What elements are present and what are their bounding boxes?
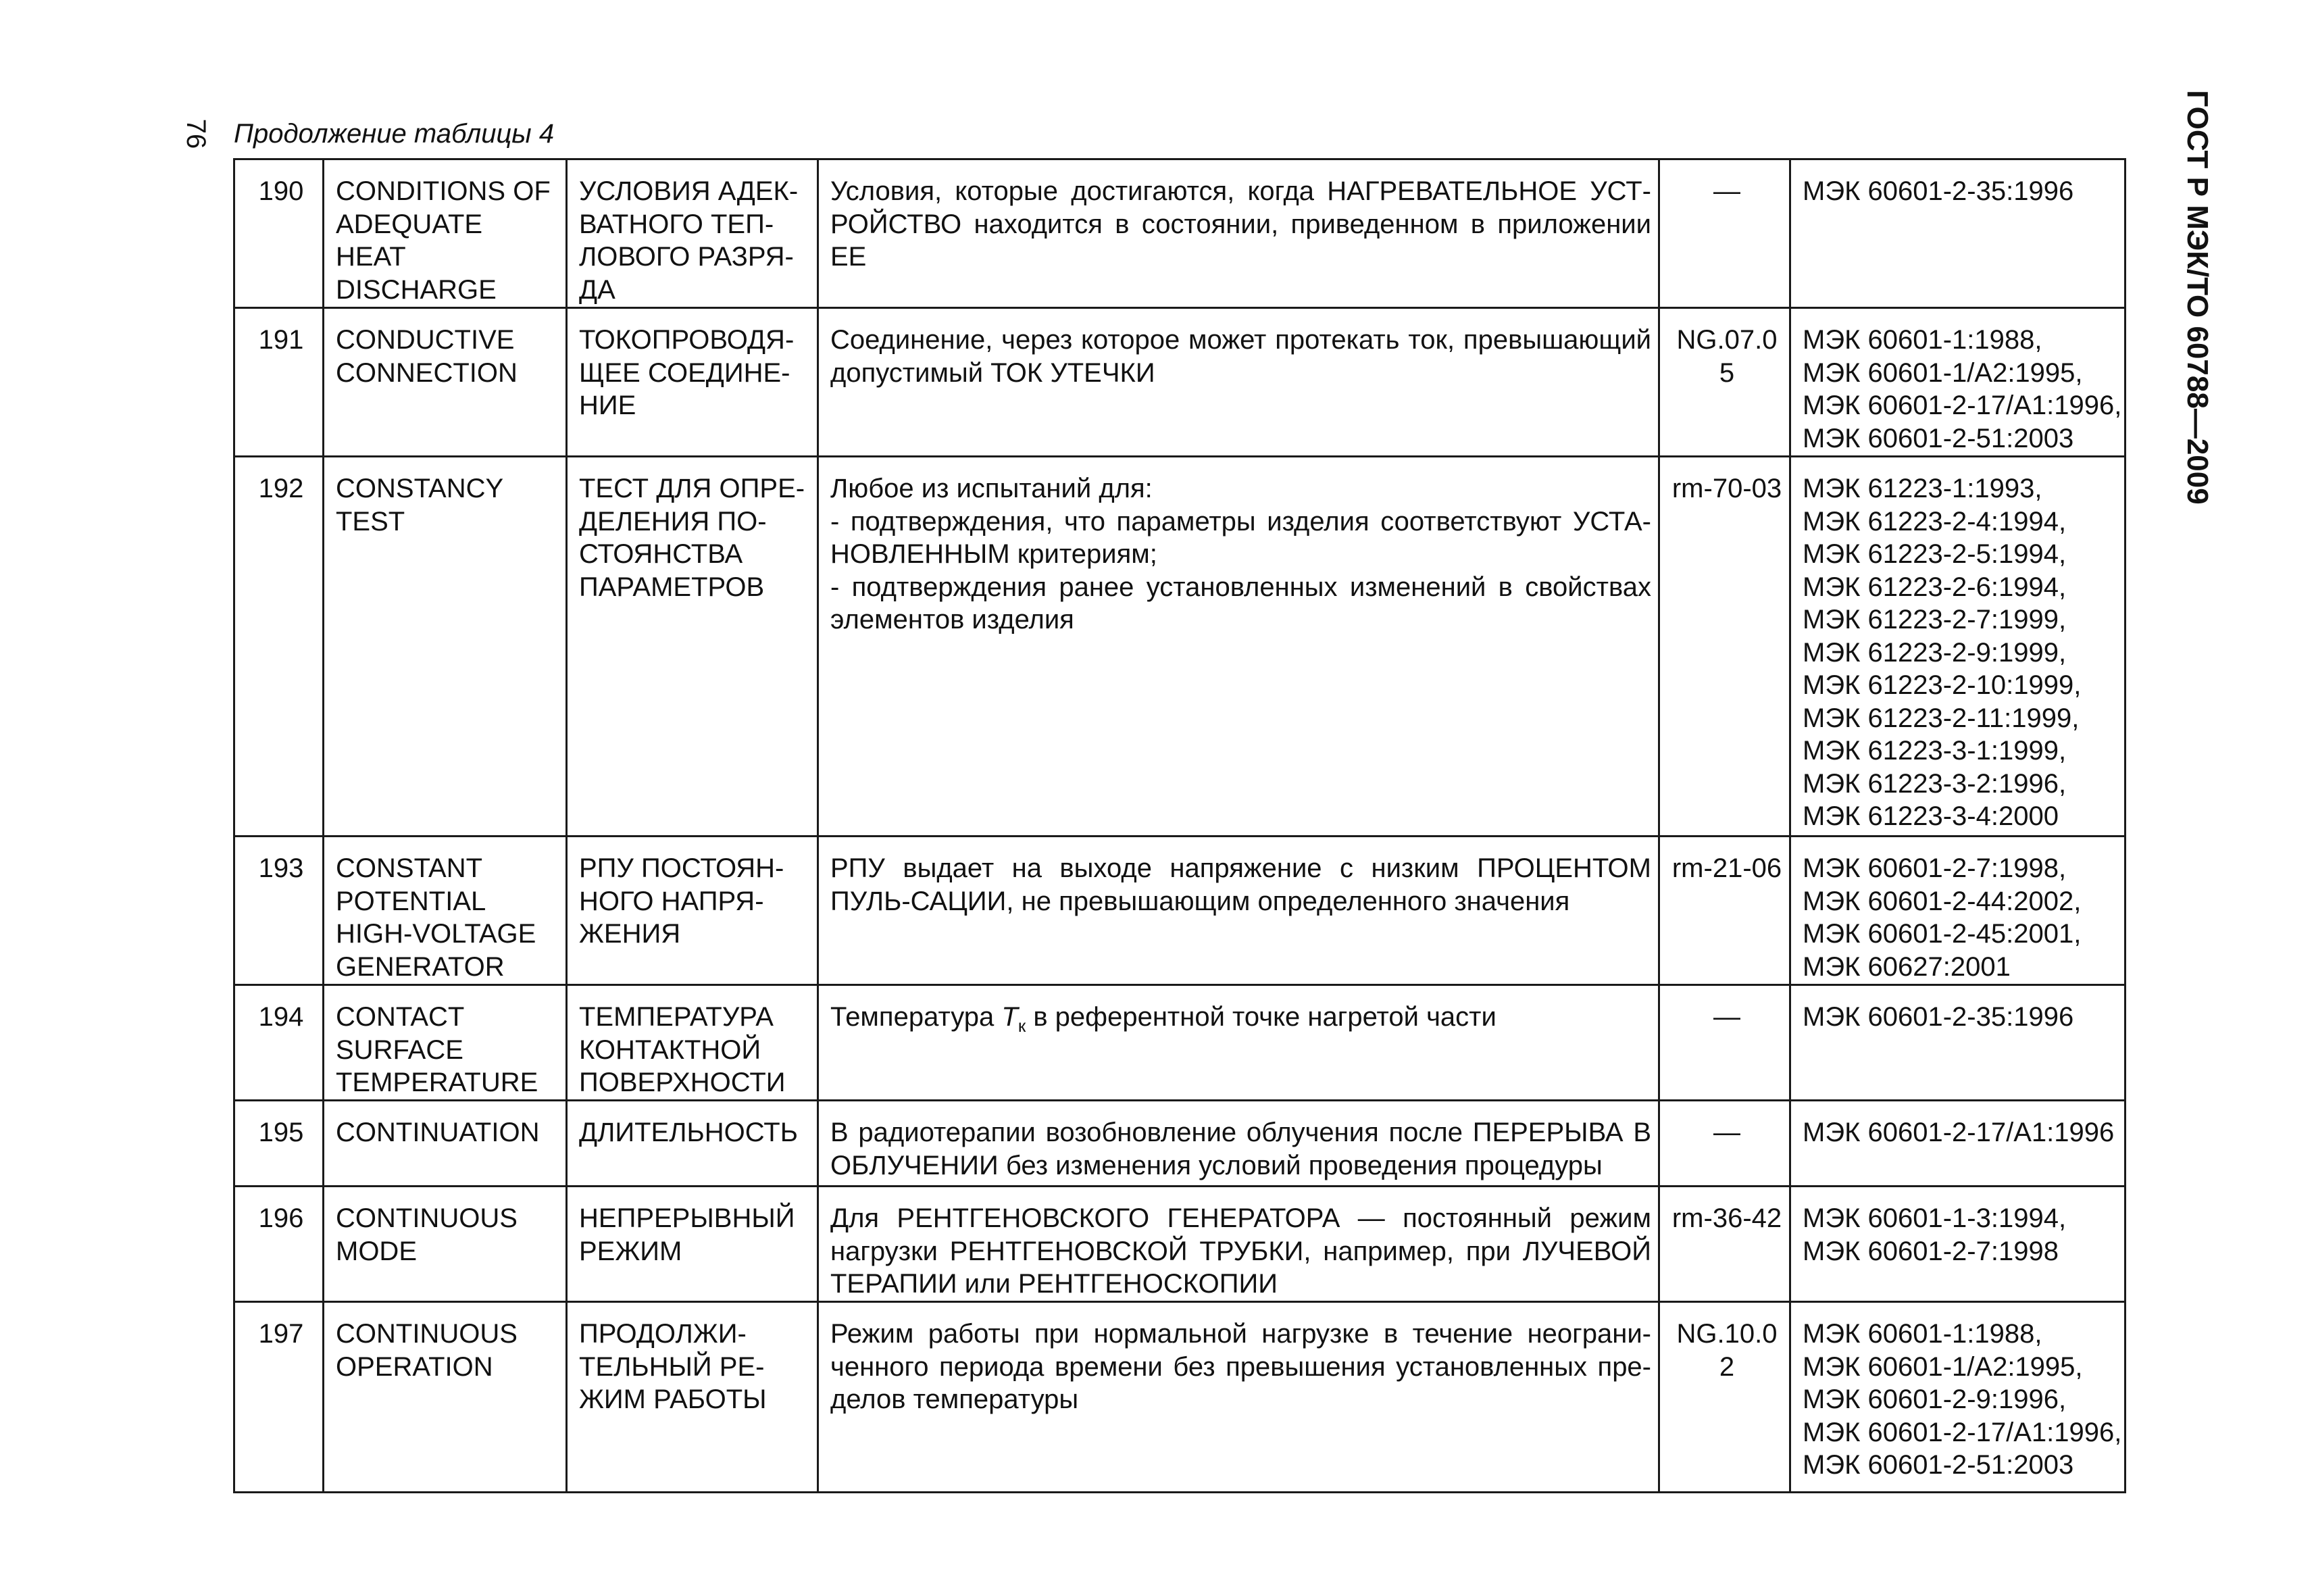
source-standard-reference: МЭК 61223-2-6:1994, <box>1803 572 2067 602</box>
term-number: 190 <box>258 176 304 206</box>
russian-term-line: НИЕ <box>579 391 636 420</box>
term-code: — <box>1713 1118 1740 1147</box>
term-number: 195 <box>258 1118 304 1147</box>
russian-term-line: ТЕЛЬНЫЙ РЕ- <box>579 1351 765 1382</box>
russian-term-cell <box>567 308 818 457</box>
source-standard-reference: МЭК 61223-3-4:2000 <box>1803 801 2059 831</box>
english-term-cell <box>324 985 567 1101</box>
definition-paragraph: Соединение, через которое может протекать ток, превышающий допустимый ТОК УТЕЧКИ <box>830 325 1651 388</box>
source-standard-reference: МЭК 61223-2-11:1999, <box>1803 703 2080 733</box>
english-term-line: CONSTANT <box>336 853 483 883</box>
term-code: — <box>1713 1002 1740 1032</box>
english-term-line: CONTINUATION <box>336 1118 540 1147</box>
definition-cell <box>818 985 1659 1101</box>
definition-cell <box>818 1101 1659 1187</box>
term-code: NG.10.02 <box>1676 1319 1778 1382</box>
russian-term-cell <box>567 985 818 1101</box>
source-standards-cell <box>1790 1187 2126 1302</box>
definition-paragraph: - подтверждения ранее установленных изменений в свойствах элементов изделия <box>830 572 1651 634</box>
source-standard-reference: МЭК 60601-2-35:1996 <box>1803 176 2074 206</box>
terms-table <box>233 158 2126 1493</box>
english-term-line: MODE <box>336 1236 417 1266</box>
english-term-cell <box>324 1187 567 1302</box>
source-standards-cell <box>1790 159 2126 308</box>
russian-term-line: ЩЕЕ СОЕДИНЕ- <box>579 357 790 388</box>
source-standard-reference: МЭК 61223-3-2:1996, <box>1803 768 2067 799</box>
term-number: 191 <box>258 325 304 355</box>
table-row <box>234 457 2126 837</box>
definition-paragraph: Температура $T_к$ в референтной точке нагретой части <box>830 1002 1496 1036</box>
source-standard-reference: МЭК 60601-2-9:1996, <box>1803 1385 2067 1414</box>
english-term-line: CONSTANCY <box>336 474 504 503</box>
russian-term-line: НЕПРЕРЫВНЫЙ <box>579 1203 795 1233</box>
russian-term-cell <box>567 1187 818 1302</box>
definition-paragraph: Для РЕНТГЕНОВСКОГО ГЕНЕРАТОРА — постоянный режим нагрузки РЕНТГЕНОВСКОЙ ТРУБКИ, например, при ЛУЧЕВОЙ ТЕРАПИИ или РЕНТГЕНОСКОПИИ <box>830 1203 1651 1299</box>
russian-term-line: СТОЯНСТВА <box>579 539 743 569</box>
source-standard-reference: МЭК 60601-2-17/А1:1996, <box>1803 391 2122 420</box>
definition-paragraph: - подтверждения, что параметры изделия соответствуют УСТА-НОВЛЕННЫМ критериям; <box>830 506 1651 569</box>
term-number-cell <box>234 1187 324 1302</box>
source-standard-reference: МЭК 60601-1:1988, <box>1803 325 2042 355</box>
table-continuation-label: Продолжение таблицы 4 <box>234 119 555 149</box>
english-term-cell <box>324 159 567 308</box>
term-number: 192 <box>258 474 304 503</box>
source-standard-reference: МЭК 60601-2-51:2003 <box>1803 1450 2074 1480</box>
source-standard-reference: МЭК 60601-2-45:2001, <box>1803 919 2082 949</box>
term-code-cell <box>1659 1101 1790 1187</box>
russian-term-cell <box>567 1101 818 1187</box>
russian-term-cell <box>567 159 818 308</box>
russian-term-line: ВАТНОГО ТЕП- <box>579 209 774 239</box>
source-standard-reference: МЭК 61223-2-9:1999, <box>1803 637 2067 668</box>
term-number-cell <box>234 837 324 985</box>
term-code-cell <box>1659 837 1790 985</box>
russian-term-cell <box>567 837 818 985</box>
source-standard-reference: МЭК 60601-2-35:1996 <box>1803 1002 2074 1032</box>
source-standard-reference: МЭК 61223-3-1:1999, <box>1803 736 2067 766</box>
english-term-cell <box>324 1302 567 1493</box>
english-term-line: POTENTIAL <box>336 886 486 916</box>
english-term-line: DISCHARGE <box>336 274 497 305</box>
term-number: 197 <box>258 1319 304 1349</box>
terms-table-body <box>234 159 2126 1493</box>
english-term-cell <box>324 837 567 985</box>
source-standard-reference: МЭК 60601-2-7:1998, <box>1803 853 2067 883</box>
english-term-line: CONTINUOUS <box>336 1319 518 1349</box>
russian-term-line: ТЕМПЕРАТУРА <box>579 1002 774 1032</box>
source-standards-cell <box>1790 1101 2126 1187</box>
source-standards-cell <box>1790 985 2126 1101</box>
definition-paragraph: В радиотерапии возобновление облучения после ПЕРЕРЫВА В ОБЛУЧЕНИИ без изменения условий проведения процедуры <box>830 1118 1651 1180</box>
table-row <box>234 1101 2126 1187</box>
russian-term-line: ДА <box>579 274 615 305</box>
table-row <box>234 1302 2126 1493</box>
source-standard-reference: МЭК 60601-2-51:2003 <box>1803 423 2074 453</box>
term-number: 196 <box>258 1203 304 1233</box>
source-standard-reference: МЭК 60601-2-7:1998 <box>1803 1236 2059 1266</box>
definition-cell <box>818 159 1659 308</box>
term-number-cell <box>234 457 324 837</box>
source-standard-reference: МЭК 60601-2-44:2002, <box>1803 886 2082 916</box>
term-code: rm-36-42 <box>1671 1203 1782 1233</box>
english-term-cell <box>324 308 567 457</box>
term-code: rm-70-03 <box>1671 474 1782 503</box>
source-standard-reference: МЭК 60627:2001 <box>1803 951 2011 982</box>
source-standards-cell <box>1790 457 2126 837</box>
english-term-line: ADEQUATE <box>336 209 483 239</box>
english-term-line: HIGH-VOLTAGE <box>336 919 536 949</box>
term-number-cell <box>234 1101 324 1187</box>
russian-term-cell <box>567 457 818 837</box>
source-standard-reference: МЭК 61223-2-4:1994, <box>1803 506 2067 537</box>
english-term-line: CONNECTION <box>336 357 518 388</box>
english-term-line: TEMPERATURE <box>336 1068 538 1097</box>
term-number-cell <box>234 985 324 1101</box>
definition-paragraph: РПУ выдает на выходе напряжение с низким ПРОЦЕНТОМ ПУЛЬ-САЦИИ, не превышающим определенного значения <box>830 853 1651 916</box>
source-standards-cell <box>1790 1302 2126 1493</box>
source-standard-reference: МЭК 61223-2-7:1999, <box>1803 605 2067 634</box>
english-term-cell <box>324 1101 567 1187</box>
english-term-line: TEST <box>336 506 405 537</box>
source-standard-reference: МЭК 60601-1-3:1994, <box>1803 1203 2067 1233</box>
term-code: NG.07.05 <box>1676 325 1778 388</box>
source-standard-reference: МЭК 60601-1/А2:1995, <box>1803 357 2083 388</box>
source-standard-reference: МЭК 61223-1:1993, <box>1803 474 2042 503</box>
source-standard-reference: МЭК 60601-2-17/А1:1996, <box>1803 1417 2122 1447</box>
term-code-cell <box>1659 159 1790 308</box>
definition-paragraph: Условия, которые достигаются, когда НАГРЕВАТЕЛЬНОЕ УСТ-РОЙСТВО находится в состоянии, приведенном в приложении ЕЕ <box>830 176 1651 272</box>
english-term-line: CONDUCTIVE <box>336 325 515 355</box>
table-row <box>234 837 2126 985</box>
russian-term-line: ПРОДОЛЖИ- <box>579 1319 747 1349</box>
english-term-line: SURFACE <box>336 1034 463 1065</box>
russian-term-line: ТОКОПРОВОДЯ- <box>579 325 795 355</box>
definition-cell <box>818 457 1659 837</box>
definition-cell <box>818 1187 1659 1302</box>
source-standard-reference: МЭК 60601-2-17/А1:1996 <box>1803 1118 2115 1147</box>
document-standard-title: ГОСТ Р МЭК/ТО 60788—2009 <box>2181 90 2214 505</box>
term-number: 194 <box>258 1002 304 1032</box>
table-row <box>234 159 2126 308</box>
definition-cell <box>818 837 1659 985</box>
russian-term-line: УСЛОВИЯ АДЕК- <box>579 176 799 206</box>
source-standards-cell <box>1790 308 2126 457</box>
table-row <box>234 985 2126 1101</box>
russian-term-line: РПУ ПОСТОЯН- <box>579 853 784 883</box>
russian-term-line: ДЕЛЕНИЯ ПО- <box>579 506 767 537</box>
russian-term-line: ПАРАМЕТРОВ <box>579 572 765 602</box>
source-standard-reference: МЭК 61223-2-10:1999, <box>1803 670 2082 700</box>
table-row <box>234 308 2126 457</box>
russian-term-line: КОНТАКТНОЙ <box>579 1034 761 1065</box>
russian-term-line: ЖЕНИЯ <box>579 919 681 949</box>
russian-term-line: ЖИМ РАБОТЫ <box>579 1385 767 1414</box>
source-standards-cell <box>1790 837 2126 985</box>
source-standard-reference: МЭК 61223-2-5:1994, <box>1803 539 2067 569</box>
source-standard-reference: МЭК 60601-1/А2:1995, <box>1803 1351 2083 1382</box>
russian-term-line: ТЕСТ ДЛЯ ОПРЕ- <box>579 474 805 503</box>
russian-term-line: ПОВЕРХНОСТИ <box>579 1068 786 1097</box>
russian-term-line: РЕЖИМ <box>579 1236 682 1266</box>
english-term-cell <box>324 457 567 837</box>
term-code-cell <box>1659 457 1790 837</box>
definition-paragraph: Любое из испытаний для: <box>830 474 1153 503</box>
term-code-cell <box>1659 1302 1790 1493</box>
term-code-cell <box>1659 985 1790 1101</box>
russian-term-cell <box>567 1302 818 1493</box>
term-number-cell <box>234 308 324 457</box>
definition-paragraph: Режим работы при нормальной нагрузке в течение неограни-ченного периода времени без превышения установленных пре-делов температуры <box>830 1319 1651 1414</box>
definition-cell <box>818 1302 1659 1493</box>
english-term-line: CONTINUOUS <box>336 1203 518 1233</box>
definition-cell <box>818 308 1659 457</box>
term-code: rm-21-06 <box>1671 853 1782 883</box>
table-row <box>234 1187 2126 1302</box>
term-code-cell <box>1659 308 1790 457</box>
term-code: — <box>1713 176 1740 206</box>
term-number-cell <box>234 1302 324 1493</box>
english-term-line: CONDITIONS OF <box>336 176 551 206</box>
english-term-line: GENERATOR <box>336 951 505 982</box>
english-term-line: CONTACT <box>336 1002 465 1032</box>
russian-term-line: НОГО НАПРЯ- <box>579 886 764 916</box>
russian-term-line: ЛОВОГО РАЗРЯ- <box>579 242 794 272</box>
english-term-line: HEAT <box>336 242 406 272</box>
russian-term-line: ДЛИТЕЛЬНОСТЬ <box>579 1118 798 1147</box>
term-code-cell <box>1659 1187 1790 1302</box>
term-number: 193 <box>258 853 304 883</box>
page-number: 76 <box>181 118 211 149</box>
source-standard-reference: МЭК 60601-1:1988, <box>1803 1319 2042 1349</box>
english-term-line: OPERATION <box>336 1351 493 1382</box>
term-number-cell <box>234 159 324 308</box>
